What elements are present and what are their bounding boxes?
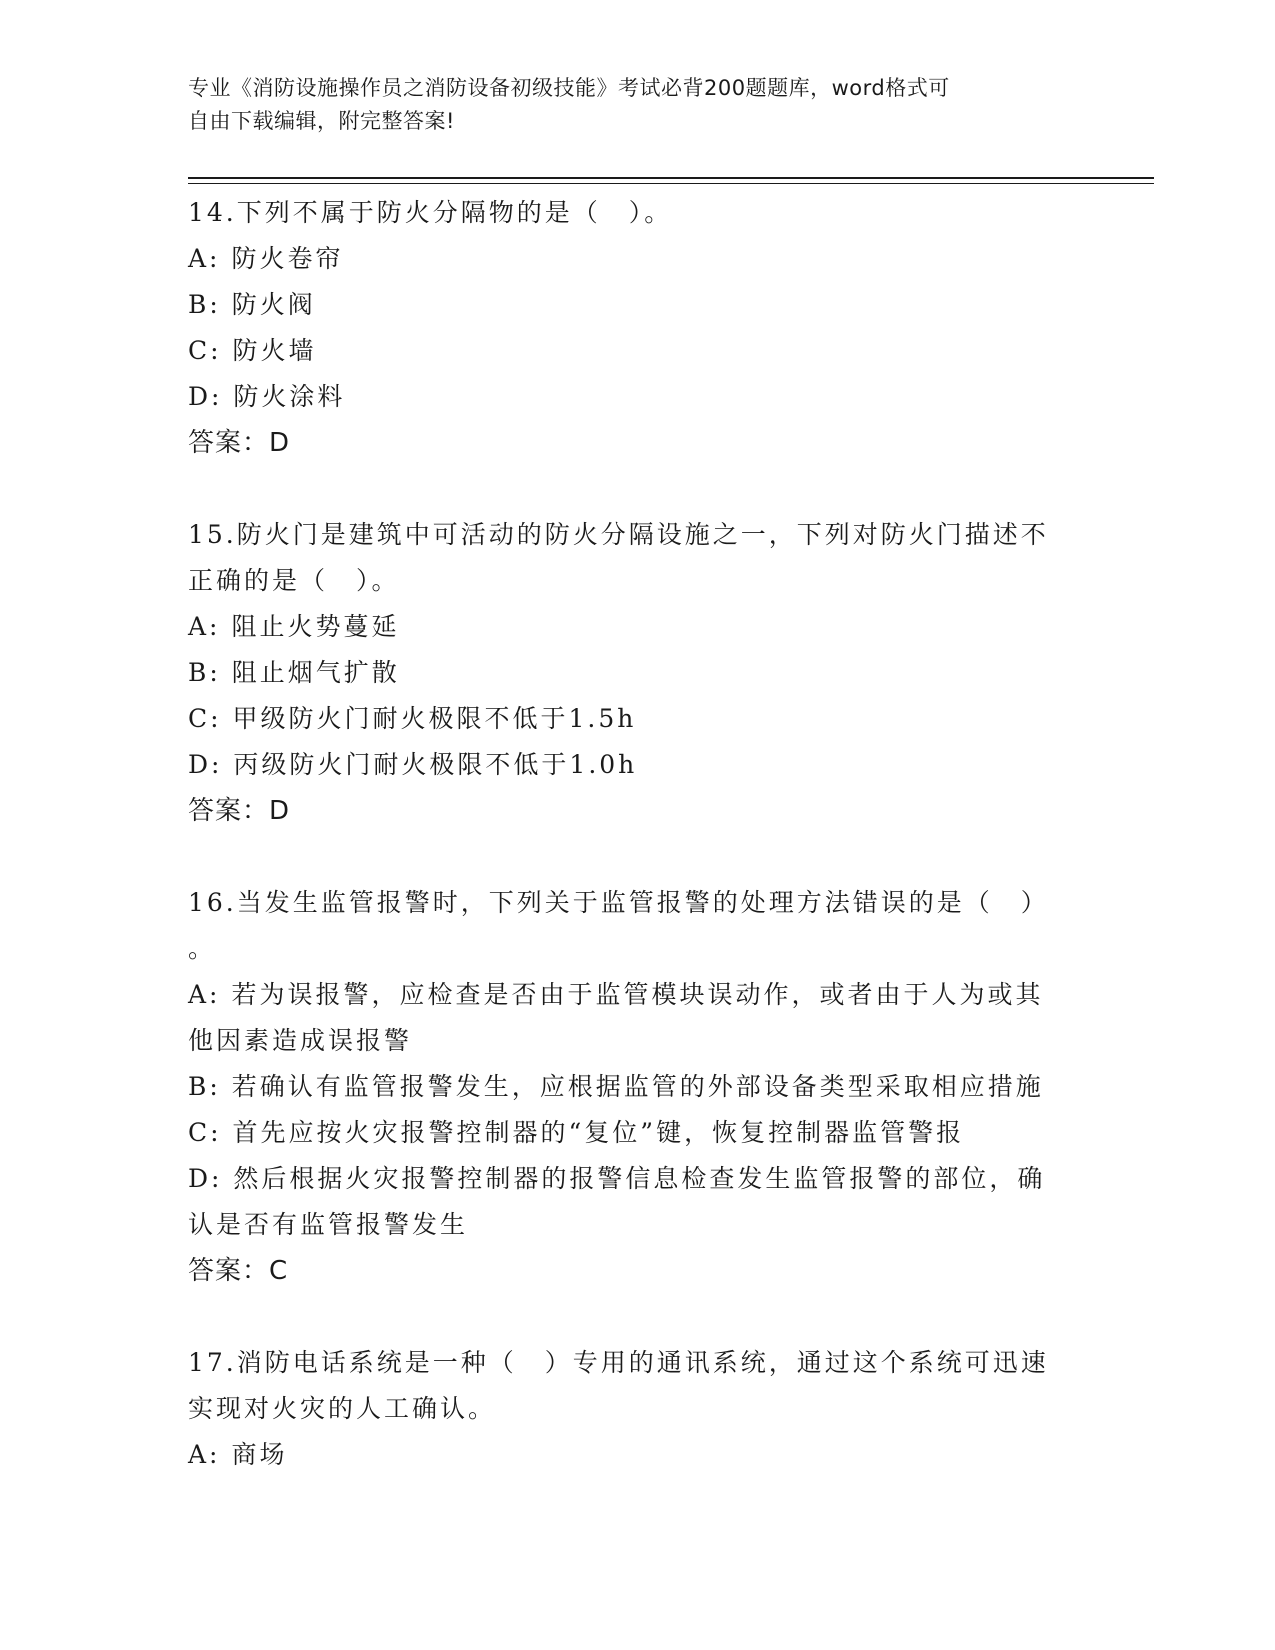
question-stem-line: 。 [188,934,217,963]
option-line [188,742,1088,788]
question-stem-line: 14.下列不属于防火分隔物的是（ ）。 [188,198,673,227]
option-line [188,1432,1088,1478]
option-text: 丙级防火门耐火极限不低于1.0h [233,750,638,779]
question-stem-line: 16.当发生监管报警时，下列关于监管报警的处理方法错误的是（ ） [188,888,1049,917]
question-stem-line: 17.消防电话系统是一种（ ）专用的通讯系统，通过这个系统可迅速 [188,1348,1049,1377]
header-line-1: 专业《消防设施操作员之消防设备初级技能》考试必背200题题库，word格式可 [188,76,950,100]
option-letter: C: [188,336,222,365]
option-text: 防火涂料 [233,382,346,411]
option-text: 若为误报警，应检查是否由于监管模块误动作，或者由于人为或其 [231,980,1044,1009]
option-text: 商场 [231,1440,288,1469]
option-text: 他因素造成误报警 [188,1026,413,1055]
option-letter: B: [188,1072,221,1101]
option-line [188,1064,1088,1110]
option-text: 阻止火势蔓延 [231,612,400,641]
option-text: 甲级防火门耐火极限不低于1.5h [232,704,637,733]
question-stem-line: 15.防火门是建筑中可活动的防火分隔设施之一，下列对防火门描述不 [188,520,1049,549]
option-text: 防火阀 [231,290,316,319]
option-line [188,1110,1088,1156]
answer-line: 答案：D [188,428,291,458]
option-letter: D: [188,750,223,779]
option-line [188,282,1088,328]
option-letter: A: [188,1440,221,1469]
option-text: 阻止烟气扩散 [231,658,400,687]
option-text: 防火卷帘 [231,244,344,273]
option-line [188,972,1088,1018]
option-line [188,374,1088,420]
option-line [188,236,1088,282]
answer-line: 答案：D [188,796,291,826]
answer-line: 答案：C [188,1256,289,1286]
option-line [188,1156,1088,1202]
option-text: 防火墙 [232,336,317,365]
option-text: 首先应按火灾报警控制器的“复位”键，恢复控制器监管警报 [232,1118,965,1147]
option-letter: C: [188,1118,222,1147]
option-line [188,1018,1088,1064]
header-line-2: 自由下载编辑，附完整答案! [188,109,455,133]
option-line [188,696,1088,742]
option-text: 认是否有监管报警发生 [188,1210,469,1239]
question-list [188,190,1088,1524]
header-divider-thick [188,177,1154,179]
question-block [188,1340,1088,1478]
question-block [188,512,1088,834]
option-letter: D: [188,382,223,411]
option-line [188,604,1088,650]
option-letter: D: [188,1164,223,1193]
option-line [188,650,1088,696]
option-line [188,328,1088,374]
question-block [188,880,1088,1294]
header-divider-thin [188,183,1154,184]
document-header [188,72,1068,138]
option-letter: A: [188,244,221,273]
question-stem-line: 正确的是（ ）。 [188,566,400,595]
question-block [188,190,1088,466]
option-letter: B: [188,290,221,319]
question-stem-line: 实现对火灾的人工确认。 [188,1394,497,1423]
option-text: 若确认有监管报警发生，应根据监管的外部设备类型采取相应措施 [231,1072,1044,1101]
option-text: 然后根据火灾报警控制器的报警信息检查发生监管报警的部位，确 [233,1164,1046,1193]
option-letter: A: [188,980,221,1009]
option-letter: B: [188,658,221,687]
option-line [188,1202,1088,1248]
option-letter: C: [188,704,222,733]
option-letter: A: [188,612,221,641]
